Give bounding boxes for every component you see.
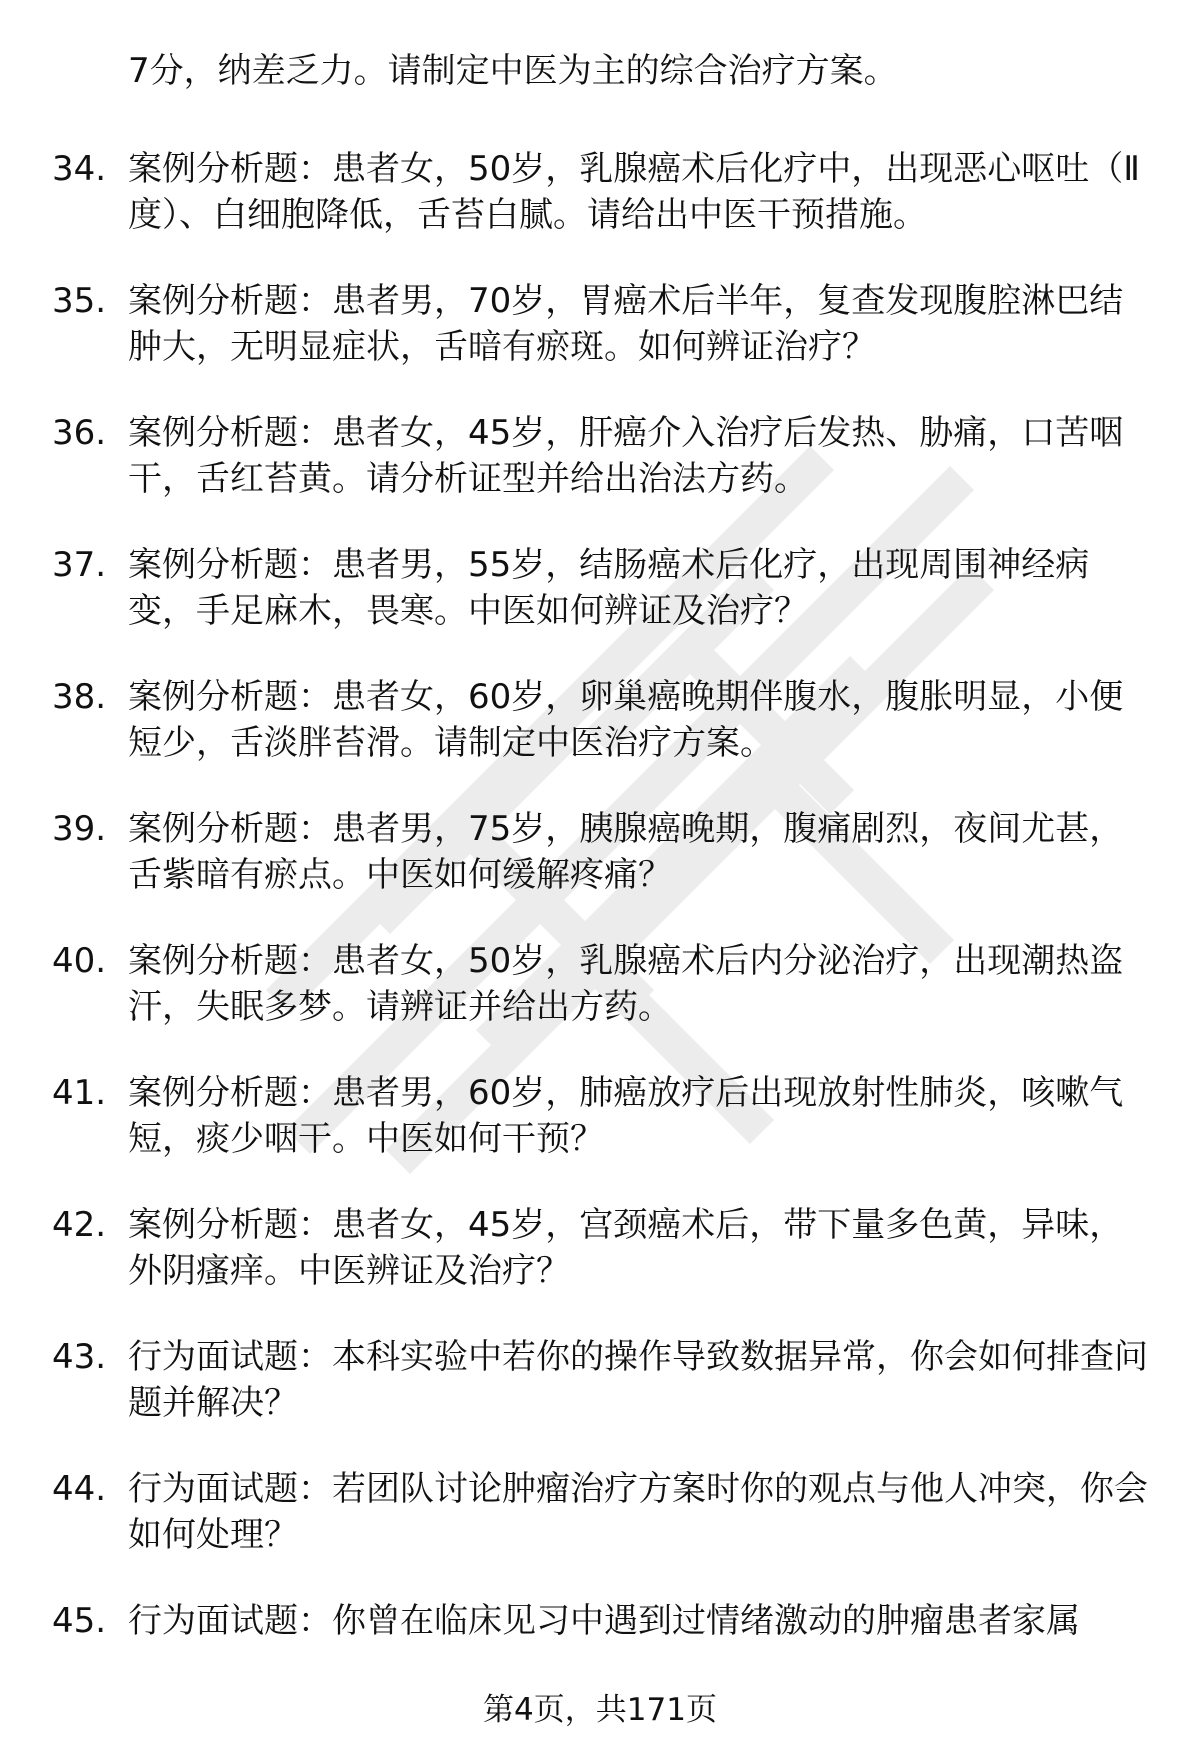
- question-item: [0, 542, 1200, 674]
- question-number: 38.: [52, 677, 107, 717]
- question-number: 43.: [52, 1337, 107, 1377]
- question-text: 行为面试题：本科实验中若你的操作导致数据异常，你会如何排查问题并解决？: [128, 1337, 1148, 1423]
- question-number: 37.: [52, 545, 107, 585]
- question-number: 42.: [52, 1205, 107, 1245]
- question-text: 案例分析题：患者男，70岁，胃癌术后半年，复查发现腹腔淋巴结肿大，无明显症状，舌暗有瘀斑。如何辨证治疗？: [128, 281, 1124, 367]
- question-text: 案例分析题：患者男，75岁，胰腺癌晚期，腹痛剧烈，夜间尤甚，舌紫暗有瘀点。中医如何缓解疼痛？: [128, 809, 1124, 895]
- question-item: [0, 146, 1200, 278]
- question-text: 案例分析题：患者女，50岁，乳腺癌术后内分泌治疗，出现潮热盗汗，失眠多梦。请辨证并给出方药。: [128, 941, 1124, 1027]
- question-number: 35.: [52, 281, 107, 321]
- question-number: 41.: [52, 1073, 107, 1113]
- question-number: 40.: [52, 941, 107, 981]
- question-text: 案例分析题：患者男，60岁，肺癌放疗后出现放射性肺炎，咳嗽气短，痰少咽干。中医如何干预？: [128, 1073, 1124, 1159]
- question-text: 案例分析题：患者女，45岁，肝癌介入治疗后发热、胁痛，口苦咽干，舌红苔黄。请分析证型并给出治法方药。: [128, 413, 1124, 499]
- page-footer: 第4页，共171页: [483, 1692, 717, 1728]
- question-text: 案例分析题：患者女，60岁，卵巢癌晚期伴腹水，腹胀明显，小便短少，舌淡胖苔滑。请制定中医治疗方案。: [128, 677, 1124, 763]
- question-item: [0, 938, 1200, 1070]
- question-text: 行为面试题：你曾在临床见习中遇到过情绪激动的肿瘤患者家属: [128, 1601, 1080, 1641]
- continuation-text: 7分，纳差乏力。请制定中医为主的综合治疗方案。: [128, 51, 898, 91]
- question-text: 案例分析题：患者女，50岁，乳腺癌术后化疗中，出现恶心呕吐（Ⅱ度）、白细胞降低，舌苔白腻。请给出中医干预措施。: [128, 149, 1140, 235]
- question-number: 39.: [52, 809, 107, 849]
- question-number: 45.: [52, 1601, 107, 1641]
- question-item: [0, 674, 1200, 806]
- question-list: [0, 146, 1200, 1730]
- question-item: [0, 1070, 1200, 1202]
- question-item: [0, 806, 1200, 938]
- question-text: 行为面试题：若团队讨论肿瘤治疗方案时你的观点与他人冲突，你会如何处理？: [128, 1469, 1148, 1555]
- question-item: [0, 410, 1200, 542]
- question-item: [0, 278, 1200, 410]
- question-text: 案例分析题：患者女，45岁，宫颈癌术后，带下量多色黄，异味，外阴瘙痒。中医辨证及治疗？: [128, 1205, 1124, 1291]
- question-number: 44.: [52, 1469, 107, 1509]
- question-number: 36.: [52, 413, 107, 453]
- question-item: [0, 1334, 1200, 1466]
- question-item: [0, 1466, 1200, 1598]
- question-text: 案例分析题：患者男，55岁，结肠癌术后化疗，出现周围神经病变，手足麻木，畏寒。中医如何辨证及治疗？: [128, 545, 1090, 631]
- question-number: 34.: [52, 149, 107, 189]
- question-item: [0, 1202, 1200, 1334]
